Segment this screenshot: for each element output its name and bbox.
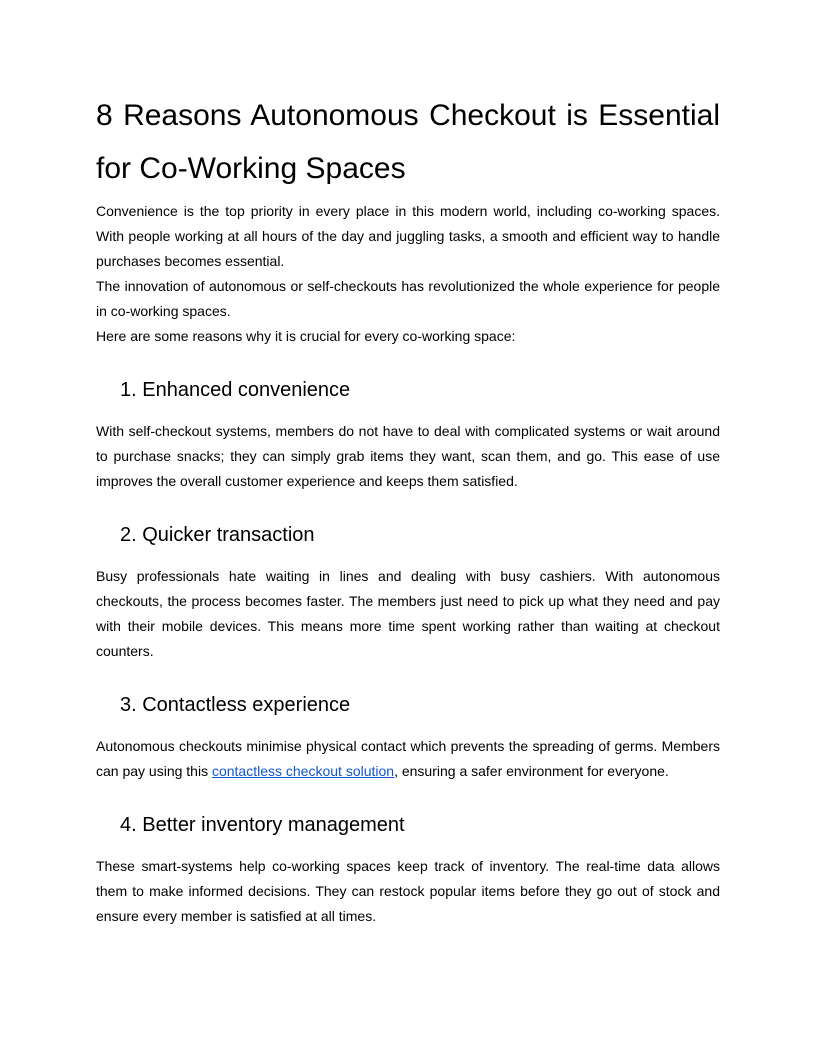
body-text: Autonomous checkouts minimise physical contact which prevents the spreading of germs. Members can pay using this bbox=[96, 737, 720, 779]
section-heading: 3. Contactless experience bbox=[120, 694, 351, 716]
section-heading: 4. Better inventory management bbox=[120, 814, 405, 836]
document-page bbox=[96, 89, 720, 929]
document-title: 8 Reasons Autonomous Checkout is Essential for Co-Working Spaces bbox=[96, 99, 720, 185]
intro-paragraph: The innovation of autonomous or self-checkouts has revolutionized the whole experience for people in co-working spaces. bbox=[96, 277, 720, 319]
section-body: These smart-systems help co-working spaces keep track of inventory. The real-time data allows them to make informed decisions. They can restock popular items before they go out of stock and ensure every member is satisfied at all times. bbox=[96, 857, 720, 924]
contactless-checkout-link[interactable]: contactless checkout solution bbox=[211, 762, 395, 779]
intro bbox=[96, 199, 720, 349]
body-text: , ensuring a safer environment for everyone. bbox=[394, 762, 669, 779]
section-heading: 2. Quicker transaction bbox=[120, 524, 315, 546]
section-body: With self-checkout systems, members do not have to deal with complicated systems or wait around to purchase snacks; they can simply grab items they want, scan them, and go. This ease of use improves the overall customer experience and keeps them satisfied. bbox=[96, 422, 720, 489]
section-body bbox=[96, 734, 720, 784]
intro-paragraph: Here are some reasons why it is crucial for every co-working space: bbox=[96, 327, 516, 344]
intro-paragraph: Convenience is the top priority in every place in this modern world, including co-working spaces. With people working at all hours of the day and juggling tasks, a smooth and efficient way to handle purchases becomes essential. bbox=[96, 202, 720, 269]
section-body: Busy professionals hate waiting in lines and dealing with busy cashiers. With autonomous checkouts, the process becomes faster. The members just need to pick up what they need and pay with their mobile devices. This means more time spent working rather than waiting at checkout counters. bbox=[96, 567, 720, 659]
section-heading: 1. Enhanced convenience bbox=[120, 379, 351, 401]
